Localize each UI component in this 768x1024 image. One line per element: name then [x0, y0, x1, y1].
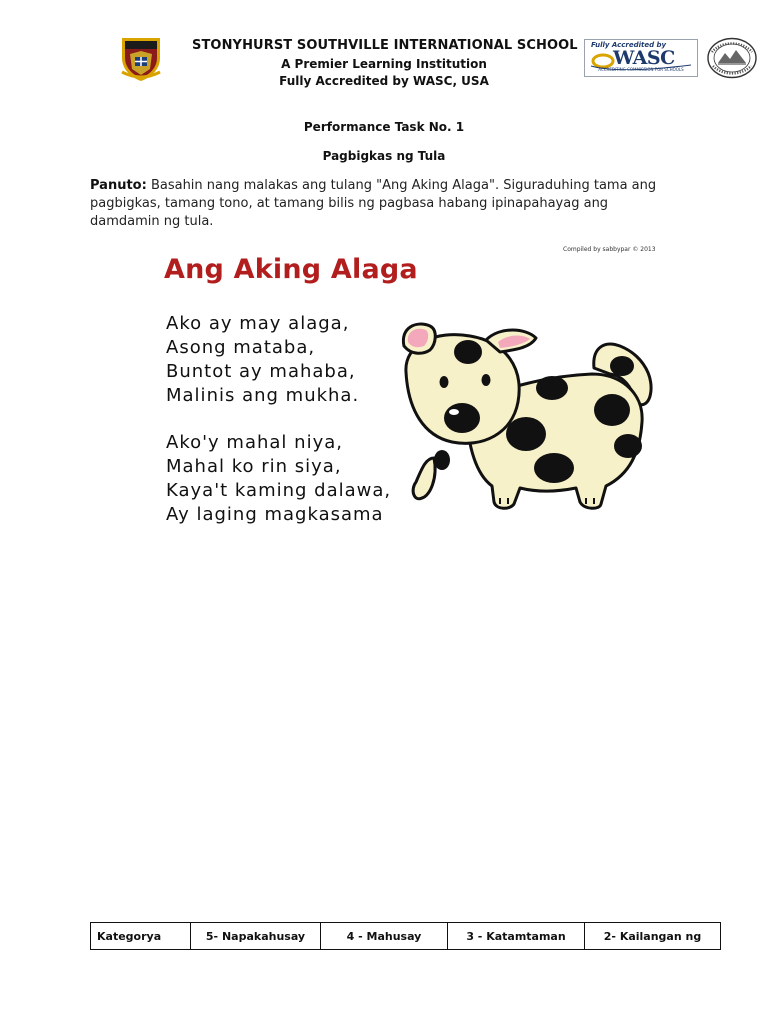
rubric-header-cell: 3 - Katamtaman [448, 923, 585, 950]
poem-line: Buntot ay mahaba, [166, 361, 356, 382]
instructions-label: Panuto: [90, 178, 147, 193]
wasc-logo-text: WASC [613, 47, 675, 69]
poem-stanza [166, 431, 391, 527]
poem-line: Kaya't kaming dalawa, [166, 480, 392, 501]
rubric-header-cell: 5- Napakahusay [191, 923, 321, 950]
poem-line: Malinis ang mukha. [166, 385, 360, 406]
poem-line: Ako'y mahal niya, [166, 432, 343, 453]
task-title: Performance Task No. 1 [303, 120, 465, 134]
rubric-header-cell: 4 - Mahusay [321, 923, 448, 950]
rubric-header-cell: 2- Kailangan ng [585, 923, 721, 950]
rubric-header-cell: Kategorya [91, 923, 191, 950]
poem-stanza [166, 312, 359, 408]
poem-line: Ako ay may alaga, [166, 313, 350, 334]
poem-credit: Compiled by sabbypar © 2013 [563, 246, 656, 253]
rubric-header-row [91, 923, 721, 950]
association-seal-icon [706, 37, 758, 79]
school-tagline: A Premier Learning Institution [281, 57, 487, 71]
instructions-text: Basahin nang malakas ang tulang "Ang Aking Alaga". Siguraduhing tama ang pagbigkas, tamang tono, at tamang bilis ng pagbasa habang ipinapahayag ang damdamin ng tula. [90, 178, 657, 229]
rubric-table [90, 922, 721, 950]
poem-title: Ang Aking Alaga [164, 254, 418, 285]
wasc-badge-subtext: ACCREDITING COMMISSION FOR SCHOOLS [598, 67, 684, 72]
wasc-badge-top-text: Fully Accredited by [591, 41, 667, 49]
school-name: STONYHURST SOUTHVILLE INTERNATIONAL SCHOOL [192, 38, 578, 53]
accreditation-line: Fully Accredited by WASC, USA [279, 74, 489, 88]
spotted-dog-icon [396, 318, 660, 514]
school-crest-icon [118, 36, 164, 82]
activity-title: Pagbigkas ng Tula [322, 149, 446, 163]
poem-line: Ay laging magkasama [166, 504, 384, 525]
poem-line: Asong mataba, [166, 337, 316, 358]
poem-line: Mahal ko rin siya, [166, 456, 342, 477]
instructions [90, 177, 670, 231]
wasc-badge [584, 39, 698, 77]
